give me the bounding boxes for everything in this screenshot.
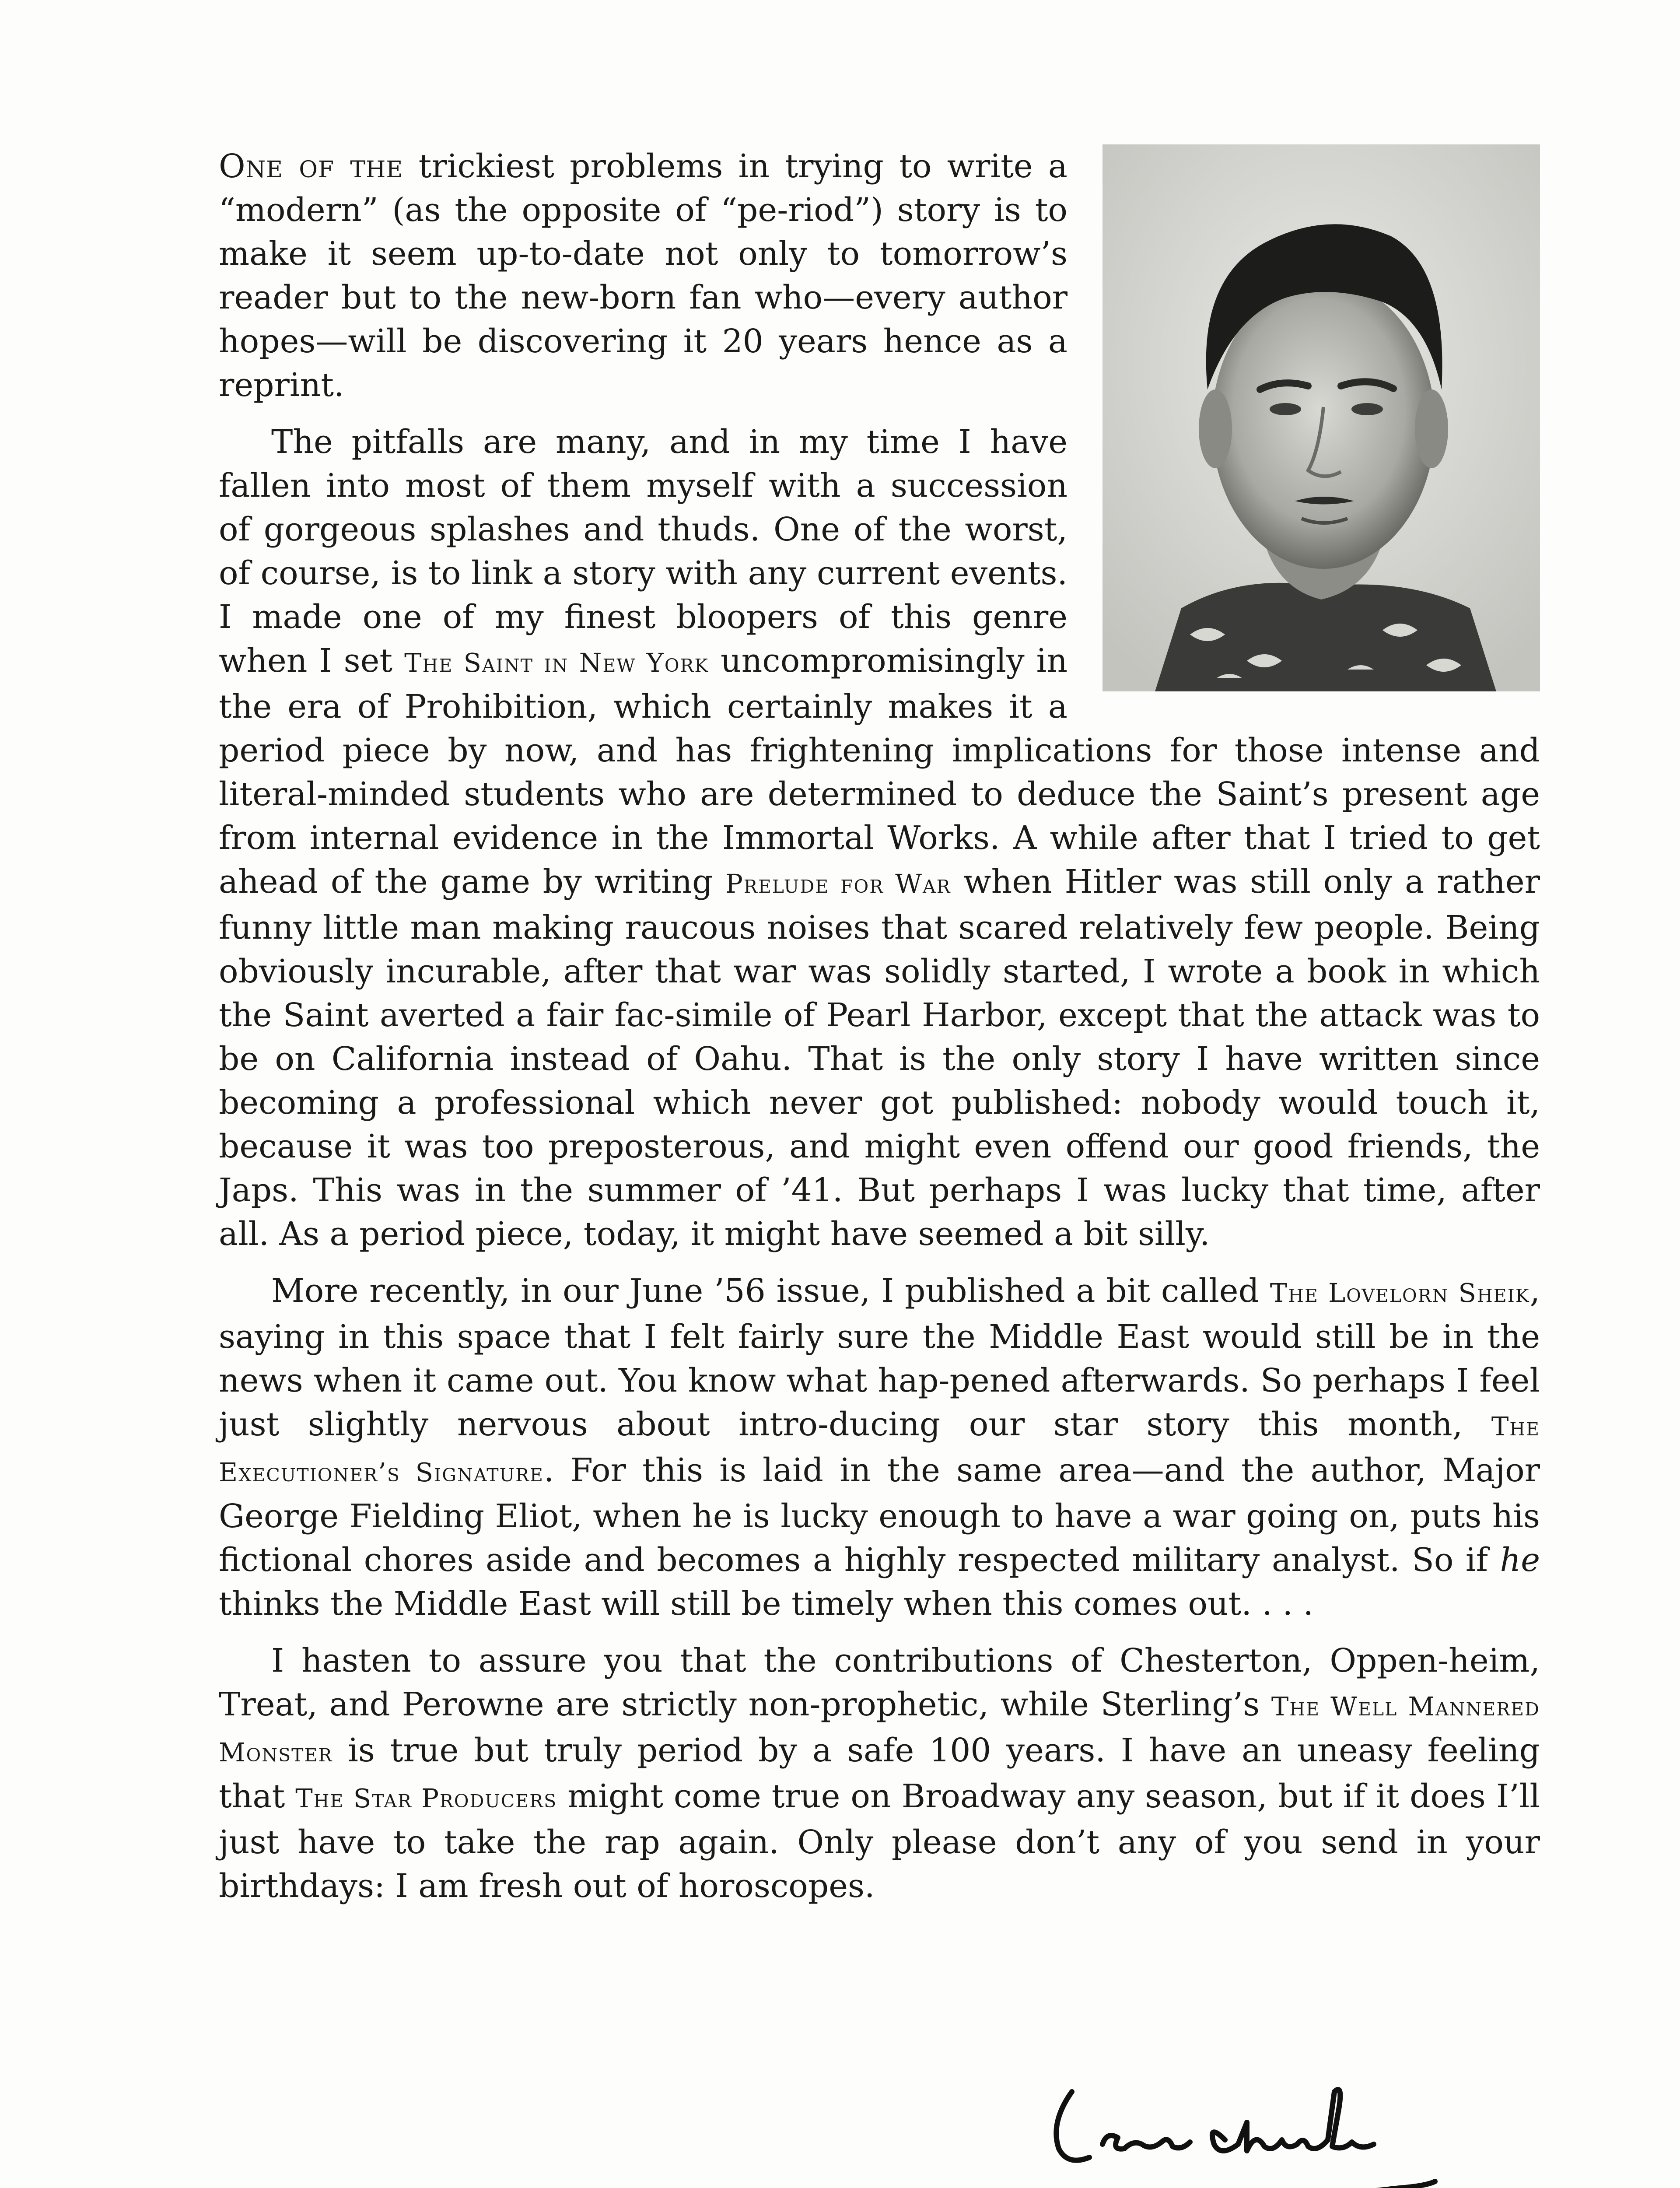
paragraph-4-text-c: might come true on Broadway any season, but if it does I’ll just have to take the rap again. Only please don’t any of you send in your birthdays: I am fresh out of horoscopes. <box>219 1778 1540 1905</box>
paragraph-3-text-a: More recently, in our June ’56 issue, I published a bit called <box>271 1272 1270 1310</box>
drop-lead-words: One of the <box>219 147 403 185</box>
story-title-lovelorn-sheik: The Lovelorn Sheik <box>1270 1278 1530 1308</box>
paragraph-4-text-a: I hasten to assure you that the contributions of Chesterton, Oppen-heim, Treat, and Perowne are strictly non-prophetic, while Sterling’s <box>219 1642 1540 1723</box>
paragraph-2-text-b: uncompromisingly in the era of Prohibition, which certainly makes it a period piece by now, and has frightening implications for those intense and literal-minded students who are determined to deduce the Saint’s present age from internal evidence in the Immortal Works. A while after that I tried to get ahead of the game by writing <box>219 642 1540 901</box>
portrait-image <box>1102 144 1540 691</box>
paragraph-3-text-b: , saying in this space that I felt fairly sure the Middle East would still be in the news when it came out. You know what hap-pened afterwards. So perhaps I feel just slightly nervous about intro-ducing our star story this month, <box>219 1272 1540 1443</box>
editorial-text <box>219 144 1540 1921</box>
book-title-saint-in-new-york: The Saint in New York <box>404 648 709 678</box>
paragraph-3-text-d: thinks the Middle East will still be timely when this comes out. . . . <box>219 1585 1314 1623</box>
author-signature <box>1041 2057 1479 2188</box>
paragraph-3-text-c: . For this is laid in the same area—and the author, Major George Fielding Eliot, when he is lucky enough to have a war going on, puts his fictional chores aside and becomes a highly respected military analyst. So if <box>219 1452 1540 1579</box>
story-title-star-producers: The Star Producers <box>295 1783 557 1813</box>
paragraph-2-text-a: The pitfalls are many, and in my time I have fallen into most of them myself with a succession of gorgeous splashes and thuds. One of the worst, of course, is to link a story with any current events. I made one of my finest bloopers of this genre when I set <box>219 423 1068 680</box>
book-title-prelude-for-war: Prelude for War <box>725 869 951 899</box>
author-portrait-photo <box>1102 144 1540 691</box>
emphasis-he: he <box>1500 1541 1540 1579</box>
paragraph-2-text-c: when Hitler was still only a rather funny little man making raucous noises that scared relatively few people. Being obviously incurable, after that war was solidly started, I wrote a book in which the Saint averted a fair fac-simile of Pearl Harbor, except that the attack was to be on California instead of Oahu. That is the only story I have written since becoming a professional which never got published: nobody would touch it, because it was too preposterous, and might even offend our good friends, the Japs. This was in the summer of ’41. But perhaps I was lucky that time, after all. As a period piece, today, it might have seemed a bit silly. <box>219 863 1540 1253</box>
paragraph-1-text: trickiest problems in trying to write a “modern” (as the opposite of “pe-riod”) story is to make it seem up-to-date not only to tomorrow’s reader but to the new-born fan who—every author hopes—will be discovering it 20 years hence as a reprint. <box>219 147 1068 404</box>
paragraph-3 <box>219 1269 1540 1626</box>
story-title-executioners-signature: The Executioner’s Signature <box>219 1411 1540 1487</box>
signature-scribble <box>1041 2057 1479 2188</box>
paragraph-4-text-b: is true but truly period by a safe 100 years. I have an uneasy feeling that <box>219 1732 1540 1815</box>
story-title-well-mannered-monster: The Well Mannered Monster <box>219 1691 1540 1767</box>
paragraph-4 <box>219 1639 1540 1908</box>
